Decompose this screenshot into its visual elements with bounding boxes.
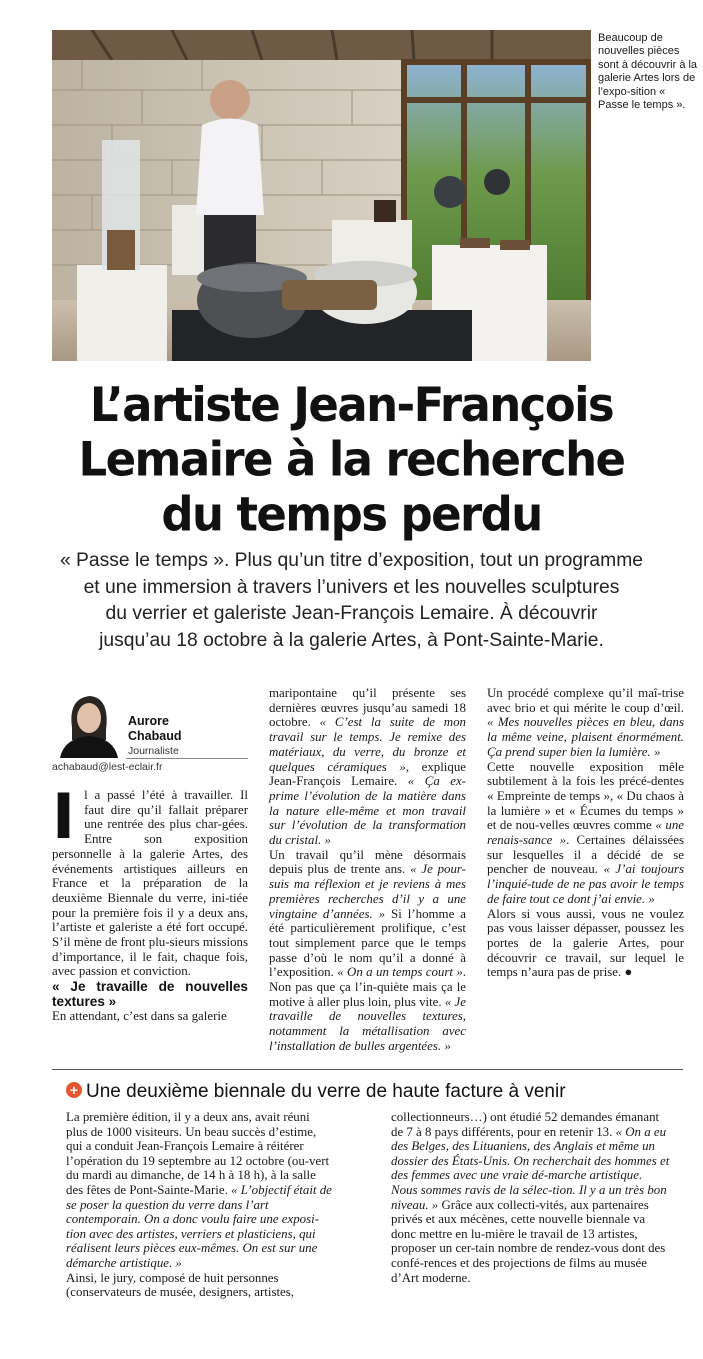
quote: « une renais-sance » [487, 818, 685, 848]
paragraph: Ainsi, le jury, composé de huit personnes (conservateurs de musée, designers, artistes, [66, 1270, 295, 1300]
text-run: La première édition, il y a deux ans, avait réuni plus de 1000 visiteurs. Un beau succès d’estime, qui a conduit Jean-François Lemaire à réitérer l’opération du 19 septembre au 12 octobre (ou-vert du mardi au dimanche, de 14 h à 18 h), à la salle des fêtes de Pont-Sainte-Marie. [66, 1110, 330, 1197]
author-first-name: Aurore [128, 714, 169, 728]
article-column-1 [52, 780, 248, 1024]
divider [126, 758, 248, 759]
author-last-name: Chabaud [128, 728, 182, 743]
quote: « L’objectif était de se poser la question du verre dans l’art contemporain. On a donc voulu faire une exposi-tion avec des artistes, verriers et plasticiens, qui réalisent leurs pièces eux-mêmes. On est sur une démarche artistique. » [66, 1182, 332, 1270]
text-run: . Certaines délaissées sur lesquelles il a décidé de se pencher de nouveau. [487, 833, 684, 877]
subheading: « Je travaille de nouvelles textures » [52, 979, 248, 1010]
box-title-text: Une deuxième biennale du verre de haute facture à venir [86, 1081, 566, 1102]
box-column-2 [391, 1110, 671, 1285]
headline-line: Lemaire à la recherche [78, 431, 625, 488]
article-photo [52, 30, 591, 361]
text-run: maripontaine qu’il présente ses dernières œuvres jusqu’au samedi 18 octobre. [269, 686, 466, 730]
paragraph [66, 1110, 334, 1271]
paragraph [391, 1110, 671, 1285]
paragraph [269, 848, 466, 1054]
standfirst-line: « Passe le temps ». Plus qu’un titre d’exposition, tout un programme [59, 550, 644, 571]
standfirst-line: jusqu’au 18 octobre à la galerie Artes, à Pont-Sainte-Marie. [99, 629, 604, 651]
paragraph [487, 686, 684, 760]
box-column-1 [66, 1110, 334, 1300]
photo-caption: Beaucoup de nouvelles pièces sont à découvrir à la galerie Artes lors de l’expo-sition « Passe le temps ». [598, 32, 698, 112]
quote: « Mes nouvelles pièces en bleu, dans la même veine, plaisent énormément. Ça prend super bien la lumière. » [487, 715, 684, 759]
standfirst-line: du verrier et galeriste Jean-François Lemaire. À découvrir [105, 603, 598, 624]
paragraph: Alors si vous aussi, vous ne voulez pas vous laisser dépasser, poussez les portes de la galerie Artes, pour découvrir ce travail, sur lequel le temps n’aura pas de prise. ● [487, 906, 684, 980]
author-email: achabaud@lest-eclair.fr [52, 761, 163, 773]
paragraph [52, 780, 248, 979]
paragraph-text: l a passé l’été à travailler. Il faut dire qu’il fallait préparer une rentrée des plus char-gées. Entre son exposition personnelle à la galerie Artes, des événements artistiques ailleurs en France et la préparation de la deuxième Biennale du verre, ini-tiée pour la première fois il y a deux ans, l’artiste et galeriste a été fort occupé. S’il mène de front plu-sieurs missions d’importance, il le fait, chaque fois, avec passion et conviction. [52, 788, 248, 979]
quote: « C’est la suite de mon travail sur le temps. Je remixe des matériaux, du verre, du bronze et quelques céramiques » [269, 715, 466, 774]
author-avatar [52, 688, 124, 758]
divider [52, 1069, 683, 1070]
text-run: Un procédé complexe qu’il maî-trise avec brio et qui mérite le coup d’œil. [487, 686, 684, 715]
text-run: Grâce aux collecti-vités, aux partenaires privés et aux mécènes, cette nouvelle biennale va donc mettre en lu-mière le travail de 13 artistes, proposer un cer-tain nombre de rendez-vous dont des confé-rences et des projections de films au musée d’Art moderne. [391, 1197, 666, 1285]
drop-cap: I [52, 780, 76, 853]
text-run: Un travail qu’il mène désormais depuis plus de trente ans. [269, 847, 466, 877]
quote: « Ça ex-prime l’évolution de la matière dans la nature elle-même et mon travail sur l’évolution de la transformation du cristal. » [269, 774, 466, 848]
paragraph [269, 686, 466, 848]
author-name [128, 714, 248, 743]
standfirst-line: et une immersion à travers l’univers et les nouvelles sculptures [83, 576, 620, 598]
article-column-3 [487, 686, 684, 980]
text-run: collectionneurs…) ont étudié 52 demandes émanant de 7 à 8 pays différents, pour en retenir 13. [391, 1110, 660, 1139]
quote: « On a un temps court » [337, 965, 463, 980]
text-run: Cette nouvelle exposition mêle subtilement à la fois les précé-dentes « Empreinte de temps », « Du chaos à la lumière » et « Écumes du temps » et de nou-velles œuvres comme [487, 759, 684, 833]
standfirst [25, 548, 678, 654]
quote: « Je travaille de nouvelles textures, notamment la métallisation avec l’installation de bulles argentées. » [269, 994, 466, 1053]
author-role: Journaliste [128, 745, 179, 757]
plus-icon: + [66, 1082, 82, 1098]
gallery-photo-illustration [52, 30, 591, 361]
box-title [66, 1080, 686, 1104]
headline [20, 378, 683, 542]
headline-line: du temps perdu [161, 486, 542, 542]
article-column-2 [269, 686, 466, 1054]
text-run: Si l’homme a été particulièrement prolifique, c’est tout simplement parce que le temps passe d’où le nom qu’il a donné à l’exposition. [269, 906, 466, 980]
headline-line: L’artiste Jean-François [89, 376, 614, 433]
paragraph: En attendant, c’est dans sa galerie [52, 1009, 227, 1024]
quote: « J’ai toujours l’inquié-tude de ne pas avoir le temps de faire tout ce dont j’ai envie. » [487, 862, 684, 906]
paragraph [487, 760, 684, 907]
quote: « Je pour-suis ma réflexion et je reviens à mes premières recherches d’il y a une vingtaine d’années. » [269, 862, 466, 921]
text-run: , explique Jean-François Lemaire. [269, 759, 466, 789]
quote: « On a eu des Belges, des Lituaniens, des Anglais et même un dossier des États-Unis. On recherchait des hommes et des femmes avec une vraie dé-marche artistique. Nous sommes ravis de la sélec-tion. Il y a un très bon niveau. » [391, 1124, 670, 1212]
text-run: . Non pas que ça l’in-quiète mais ça le motive à aller plus loin, plus vite. [269, 965, 467, 1009]
